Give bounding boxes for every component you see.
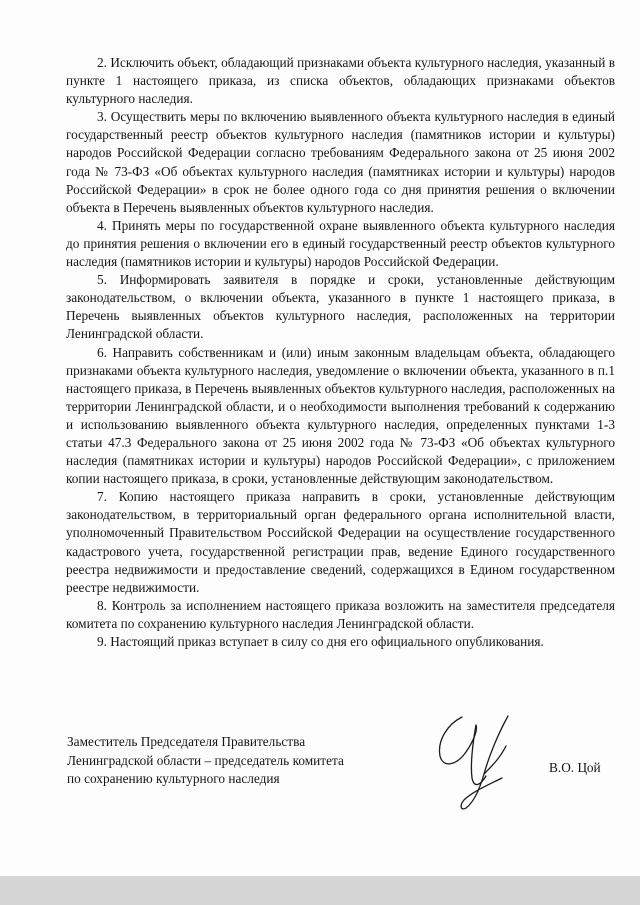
handwritten-signature <box>426 712 536 812</box>
order-body <box>66 54 615 651</box>
paragraph-item-5: 5. Информировать заявителя в порядке и сроки, установленные действующим законодательством, о включении объекта, указанного в пункте 1 настоящего приказа, в Перечень выявленных объектов культурного наследия, расположенных на территории Ленинградской области. <box>66 272 615 342</box>
paragraph-item-8: 8. Контроль за исполнением настоящего приказа возложить на заместителя председателя комитета по сохранению культурного наследия Ленинградской области. <box>66 597 615 631</box>
paragraph-item-6: 6. Направить собственникам и (или) иным законным владельцам объекта, обладающего признаками объекта культурного наследия, уведомление о включении объекта, указанного в п.1 настоящего приказа, в Перечень выявленных объектов культурного наследия, расположенных на территории Ленинградской области, и о необходимости выполнения требований к содержанию и использованию выявленного объекта культурного наследия, определенных пунктами 1-3 статьи 47.3 Федерального закона от 25 июня 2002 года № 73-ФЗ «Об объектах культурного наследия (памятниках истории и культуры) народов Российской Федерации», с приложением копии настоящего приказа, в сроки, установленные действующим законодательством. <box>66 344 616 487</box>
signer-name: В.О. Цой <box>549 760 601 775</box>
paragraph-item-3: 3. Осуществить меры по включению выявленного объекта культурного наследия в единый государственный реестр объектов культурного наследия (памятников истории и культуры) народов Российской Федерации согласно требованиям Федерального закона от 25 июня 2002 года № 73-ФЗ «Об объектах культурного наследия (памятниках истории и культуры) народов Российской Федерации» в срок не более одного года со дня принятия решения о включении объекта в Перечень выявленных объектов культурного наследия. <box>66 109 615 215</box>
paragraph-item-9: 9. Настоящий приказ вступает в силу со дня его официального опубликования. <box>97 634 544 649</box>
paragraph-item-7: 7. Копию настоящего приказа направить в сроки, установленные действующим законодательством, в территориальный орган федерального органа исполнительной власти, уполномоченный Правительством Российской Федерации на осуществление государственного кадастрового учета, государственной регистрации прав, ведение Единого государственного реестра недвижимости и предоставление сведений, содержащихся в Едином государственном реестре недвижимости. <box>66 489 615 595</box>
signatory-title <box>67 733 397 789</box>
signatory-title-line: Заместитель Председателя Правительства <box>67 734 306 749</box>
signatory-title-line: по сохранению культурного наследия <box>67 771 280 787</box>
paragraph-item-4: 4. Принять меры по государственной охране выявленного объекта культурного наследия до принятия решения о включении его в единый государственный реестр объектов культурного наследия (памятников истории и культуры) народов Российской Федерации. <box>66 217 615 270</box>
signatory-title-line: Ленинградской области – председатель комитета <box>67 752 344 768</box>
paragraph-item-2: 2. Исключить объект, обладающий признаками объекта культурного наследия, указанный в пункте 1 настоящего приказа, из списка объектов, обладающих признаками объектов культурного наследия. <box>66 55 615 107</box>
scan-bottom-edge <box>0 876 640 905</box>
